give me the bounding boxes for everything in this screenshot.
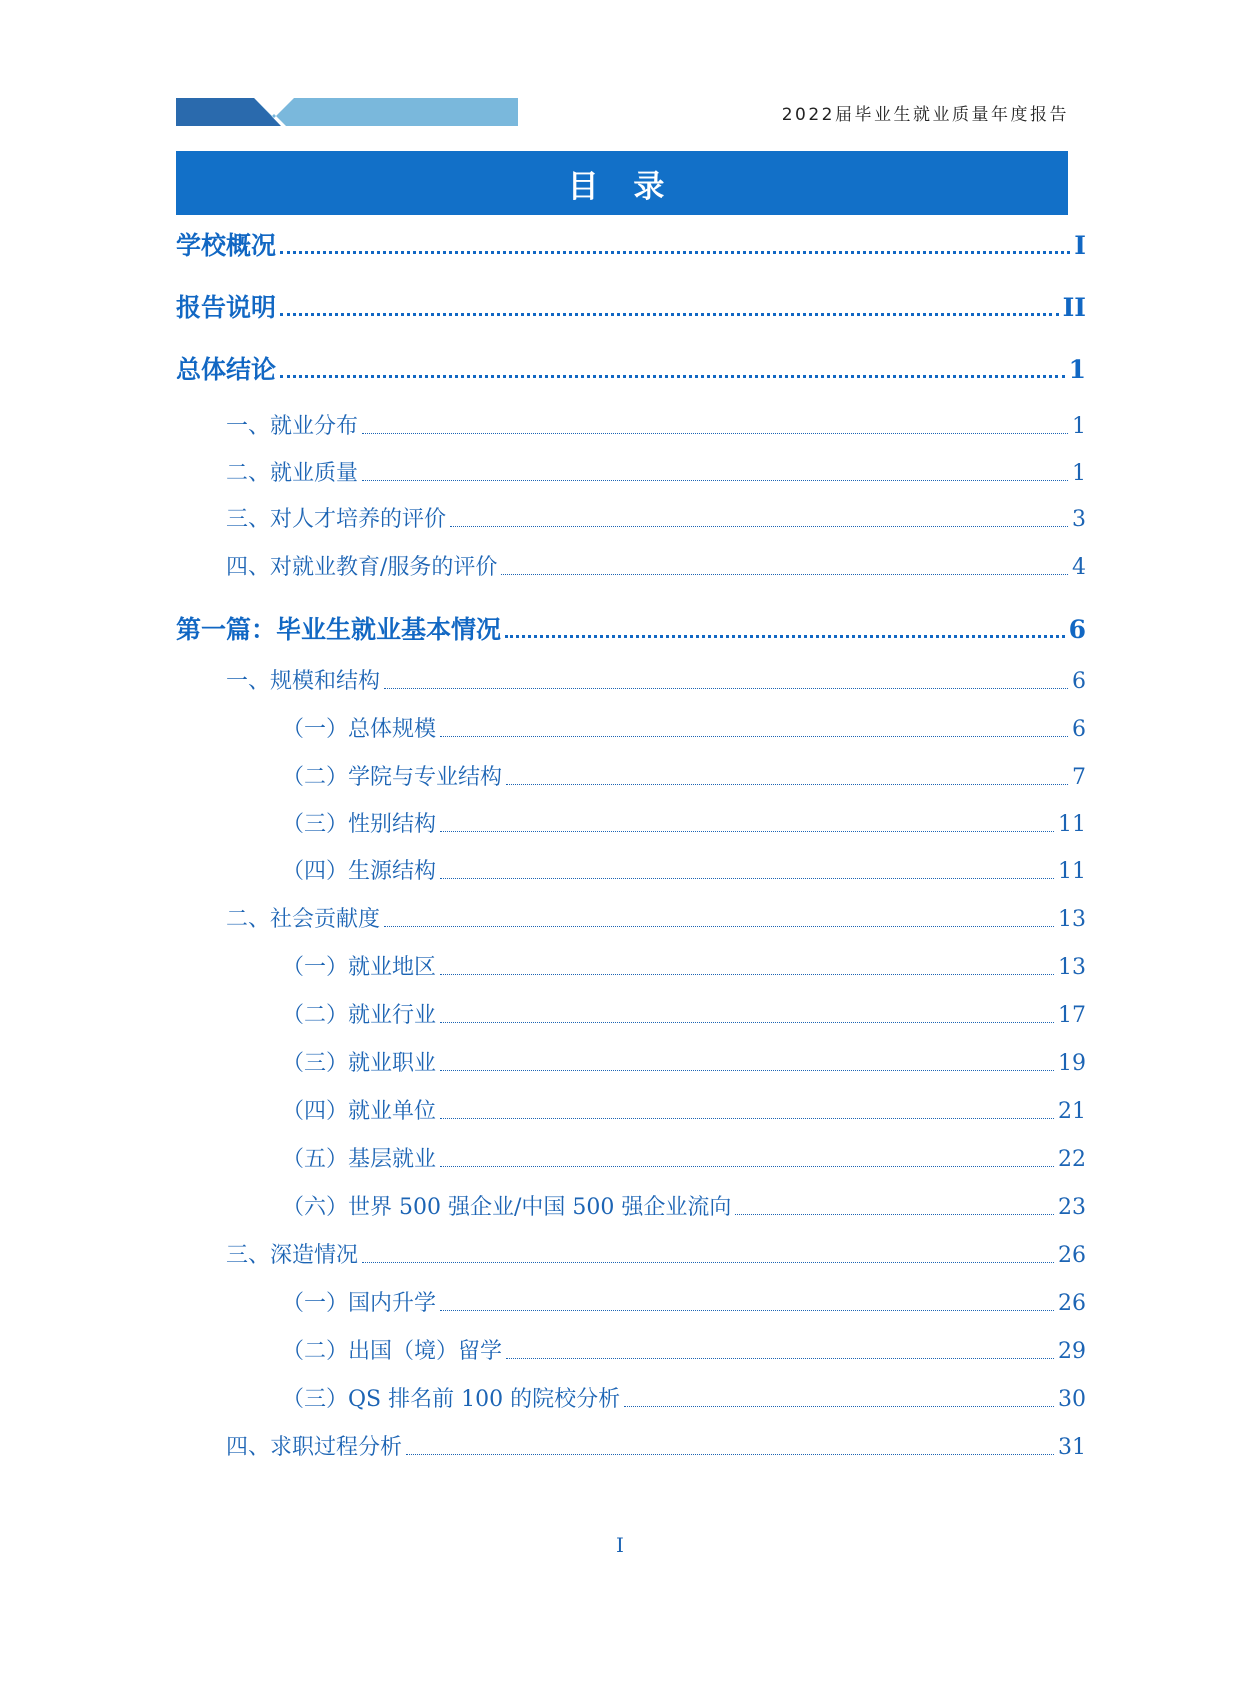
toc-entry-title: （一）就业地区 xyxy=(282,955,437,980)
toc-leader-dots xyxy=(440,1310,1054,1311)
toc-leader-dots xyxy=(440,1118,1054,1119)
toc-entry[interactable] xyxy=(282,712,1086,743)
toc-entry-page: 6 xyxy=(1072,669,1086,694)
toc-entry[interactable] xyxy=(282,854,1086,885)
toc-leader-dots xyxy=(440,1022,1054,1023)
toc-entry[interactable] xyxy=(176,610,1086,646)
toc-entry-page: 22 xyxy=(1058,1147,1086,1172)
toc-entry[interactable] xyxy=(176,226,1086,262)
toc-entry-page: 13 xyxy=(1058,907,1086,932)
toc-entry[interactable] xyxy=(282,760,1086,791)
toc-leader-dots xyxy=(440,1070,1054,1071)
toc-leader-dots xyxy=(384,926,1054,927)
toc-entry-page: 1 xyxy=(1068,355,1086,384)
toc-leader-dots xyxy=(505,635,1065,638)
toc-entry-page: 21 xyxy=(1058,1099,1086,1124)
toc-entry-page: 29 xyxy=(1058,1339,1086,1364)
toc-entry-page: I xyxy=(1074,231,1086,260)
toc-entry[interactable] xyxy=(226,456,1086,487)
toc-leader-dots xyxy=(624,1406,1054,1407)
header-logo-bar xyxy=(176,98,518,126)
toc-leader-dots xyxy=(280,375,1065,378)
toc-leader-dots xyxy=(440,974,1054,975)
toc-entry[interactable] xyxy=(226,664,1086,695)
toc-entry[interactable] xyxy=(282,950,1086,981)
toc-entry-title: （六）世界 500 强企业/中国 500 强企业流向 xyxy=(282,1195,732,1220)
toc-leader-dots xyxy=(506,784,1068,785)
toc-entry-title: 一、规模和结构 xyxy=(226,669,381,694)
toc-leader-dots xyxy=(440,878,1054,879)
toc-entry-title: 第一篇：毕业生就业基本情况 xyxy=(176,615,502,644)
toc-entry[interactable] xyxy=(282,1190,1086,1221)
toc-leader-dots xyxy=(384,688,1068,689)
toc-entry-title: 四、求职过程分析 xyxy=(226,1435,403,1460)
toc-entry[interactable] xyxy=(282,1094,1086,1125)
toc-entry[interactable] xyxy=(176,350,1086,386)
toc-entry[interactable] xyxy=(226,409,1086,440)
toc-entry-page: 6 xyxy=(1072,717,1086,742)
toc-entry[interactable] xyxy=(226,502,1086,533)
toc-entry-page: 1 xyxy=(1072,414,1086,439)
toc-entry-title: （二）学院与专业结构 xyxy=(282,765,503,790)
toc-leader-dots xyxy=(440,1166,1054,1167)
toc-entry-page: 11 xyxy=(1058,812,1086,837)
toc-entry-title: 三、深造情况 xyxy=(226,1243,359,1268)
toc-entry-page: 23 xyxy=(1058,1195,1086,1220)
toc-entry-page: 26 xyxy=(1058,1291,1086,1316)
toc-entry[interactable] xyxy=(282,1286,1086,1317)
toc-leader-dots xyxy=(362,1262,1054,1263)
toc-entry-title: （二）就业行业 xyxy=(282,1003,437,1028)
toc-entry-title: 二、就业质量 xyxy=(226,461,359,486)
toc-entry-title: （三）QS 排名前 100 的院校分析 xyxy=(282,1387,621,1412)
toc-entry-title: （一）总体规模 xyxy=(282,717,437,742)
toc-leader-dots xyxy=(406,1454,1054,1455)
toc-entry[interactable] xyxy=(226,1238,1086,1269)
page-number: I xyxy=(616,1533,624,1557)
toc-entry[interactable] xyxy=(226,902,1086,933)
toc-leader-dots xyxy=(280,313,1059,316)
toc-entry-page: 26 xyxy=(1058,1243,1086,1268)
toc-entry-page: II xyxy=(1062,293,1086,322)
toc-leader-dots xyxy=(506,1358,1054,1359)
toc-entry-title: （三）性别结构 xyxy=(282,812,437,837)
toc-entry-title: 报告说明 xyxy=(176,293,277,322)
toc-entry-title: 三、对人才培养的评价 xyxy=(226,507,447,532)
toc-entry[interactable] xyxy=(282,1142,1086,1173)
toc-leader-dots xyxy=(362,433,1068,434)
toc-leader-dots xyxy=(501,574,1068,575)
toc-entry[interactable] xyxy=(282,807,1086,838)
toc-entry-page: 13 xyxy=(1058,955,1086,980)
toc-leader-dots xyxy=(440,831,1054,832)
toc-entry-title: 二、社会贡献度 xyxy=(226,907,381,932)
toc-entry-page: 31 xyxy=(1058,1435,1086,1460)
toc-entry-page: 6 xyxy=(1068,615,1086,644)
toc-entry-title: （四）生源结构 xyxy=(282,859,437,884)
toc-title-banner xyxy=(176,151,1068,215)
toc-entry-page: 19 xyxy=(1058,1051,1086,1076)
toc-entry-title: （一）国内升学 xyxy=(282,1291,437,1316)
toc-entry-title: 四、对就业教育/服务的评价 xyxy=(226,555,498,580)
toc-entry-page: 3 xyxy=(1072,507,1086,532)
toc-entry-page: 1 xyxy=(1072,461,1086,486)
toc-entry-title: （四）就业单位 xyxy=(282,1099,437,1124)
toc-entry[interactable] xyxy=(226,550,1086,581)
toc-leader-dots xyxy=(450,526,1068,527)
toc-entry-page: 30 xyxy=(1058,1387,1086,1412)
toc-entry[interactable] xyxy=(282,998,1086,1029)
toc-entry-page: 11 xyxy=(1058,859,1086,884)
toc-entry[interactable] xyxy=(176,288,1086,324)
toc-entry-page: 17 xyxy=(1058,1003,1086,1028)
toc-entry-title: （三）就业职业 xyxy=(282,1051,437,1076)
toc-entry-title: （五）基层就业 xyxy=(282,1147,437,1172)
toc-entry[interactable] xyxy=(282,1334,1086,1365)
toc-entry[interactable] xyxy=(282,1382,1086,1413)
toc-leader-dots xyxy=(440,736,1068,737)
toc-entry-title: 学校概况 xyxy=(176,231,277,260)
toc-title: 目 录 xyxy=(567,168,677,205)
toc-entry-page: 4 xyxy=(1072,555,1086,580)
report-header-title: 2022届毕业生就业质量年度报告 xyxy=(781,105,1069,125)
toc-entry-title: （二）出国（境）留学 xyxy=(282,1339,503,1364)
toc-entry[interactable] xyxy=(282,1046,1086,1077)
toc-entry-title: 总体结论 xyxy=(176,355,277,384)
toc-leader-dots xyxy=(362,480,1068,481)
toc-leader-dots xyxy=(280,251,1070,254)
toc-entry-page: 7 xyxy=(1072,765,1086,790)
toc-entry[interactable] xyxy=(226,1430,1086,1461)
toc-leader-dots xyxy=(735,1214,1054,1215)
toc-entry-title: 一、就业分布 xyxy=(226,414,359,439)
